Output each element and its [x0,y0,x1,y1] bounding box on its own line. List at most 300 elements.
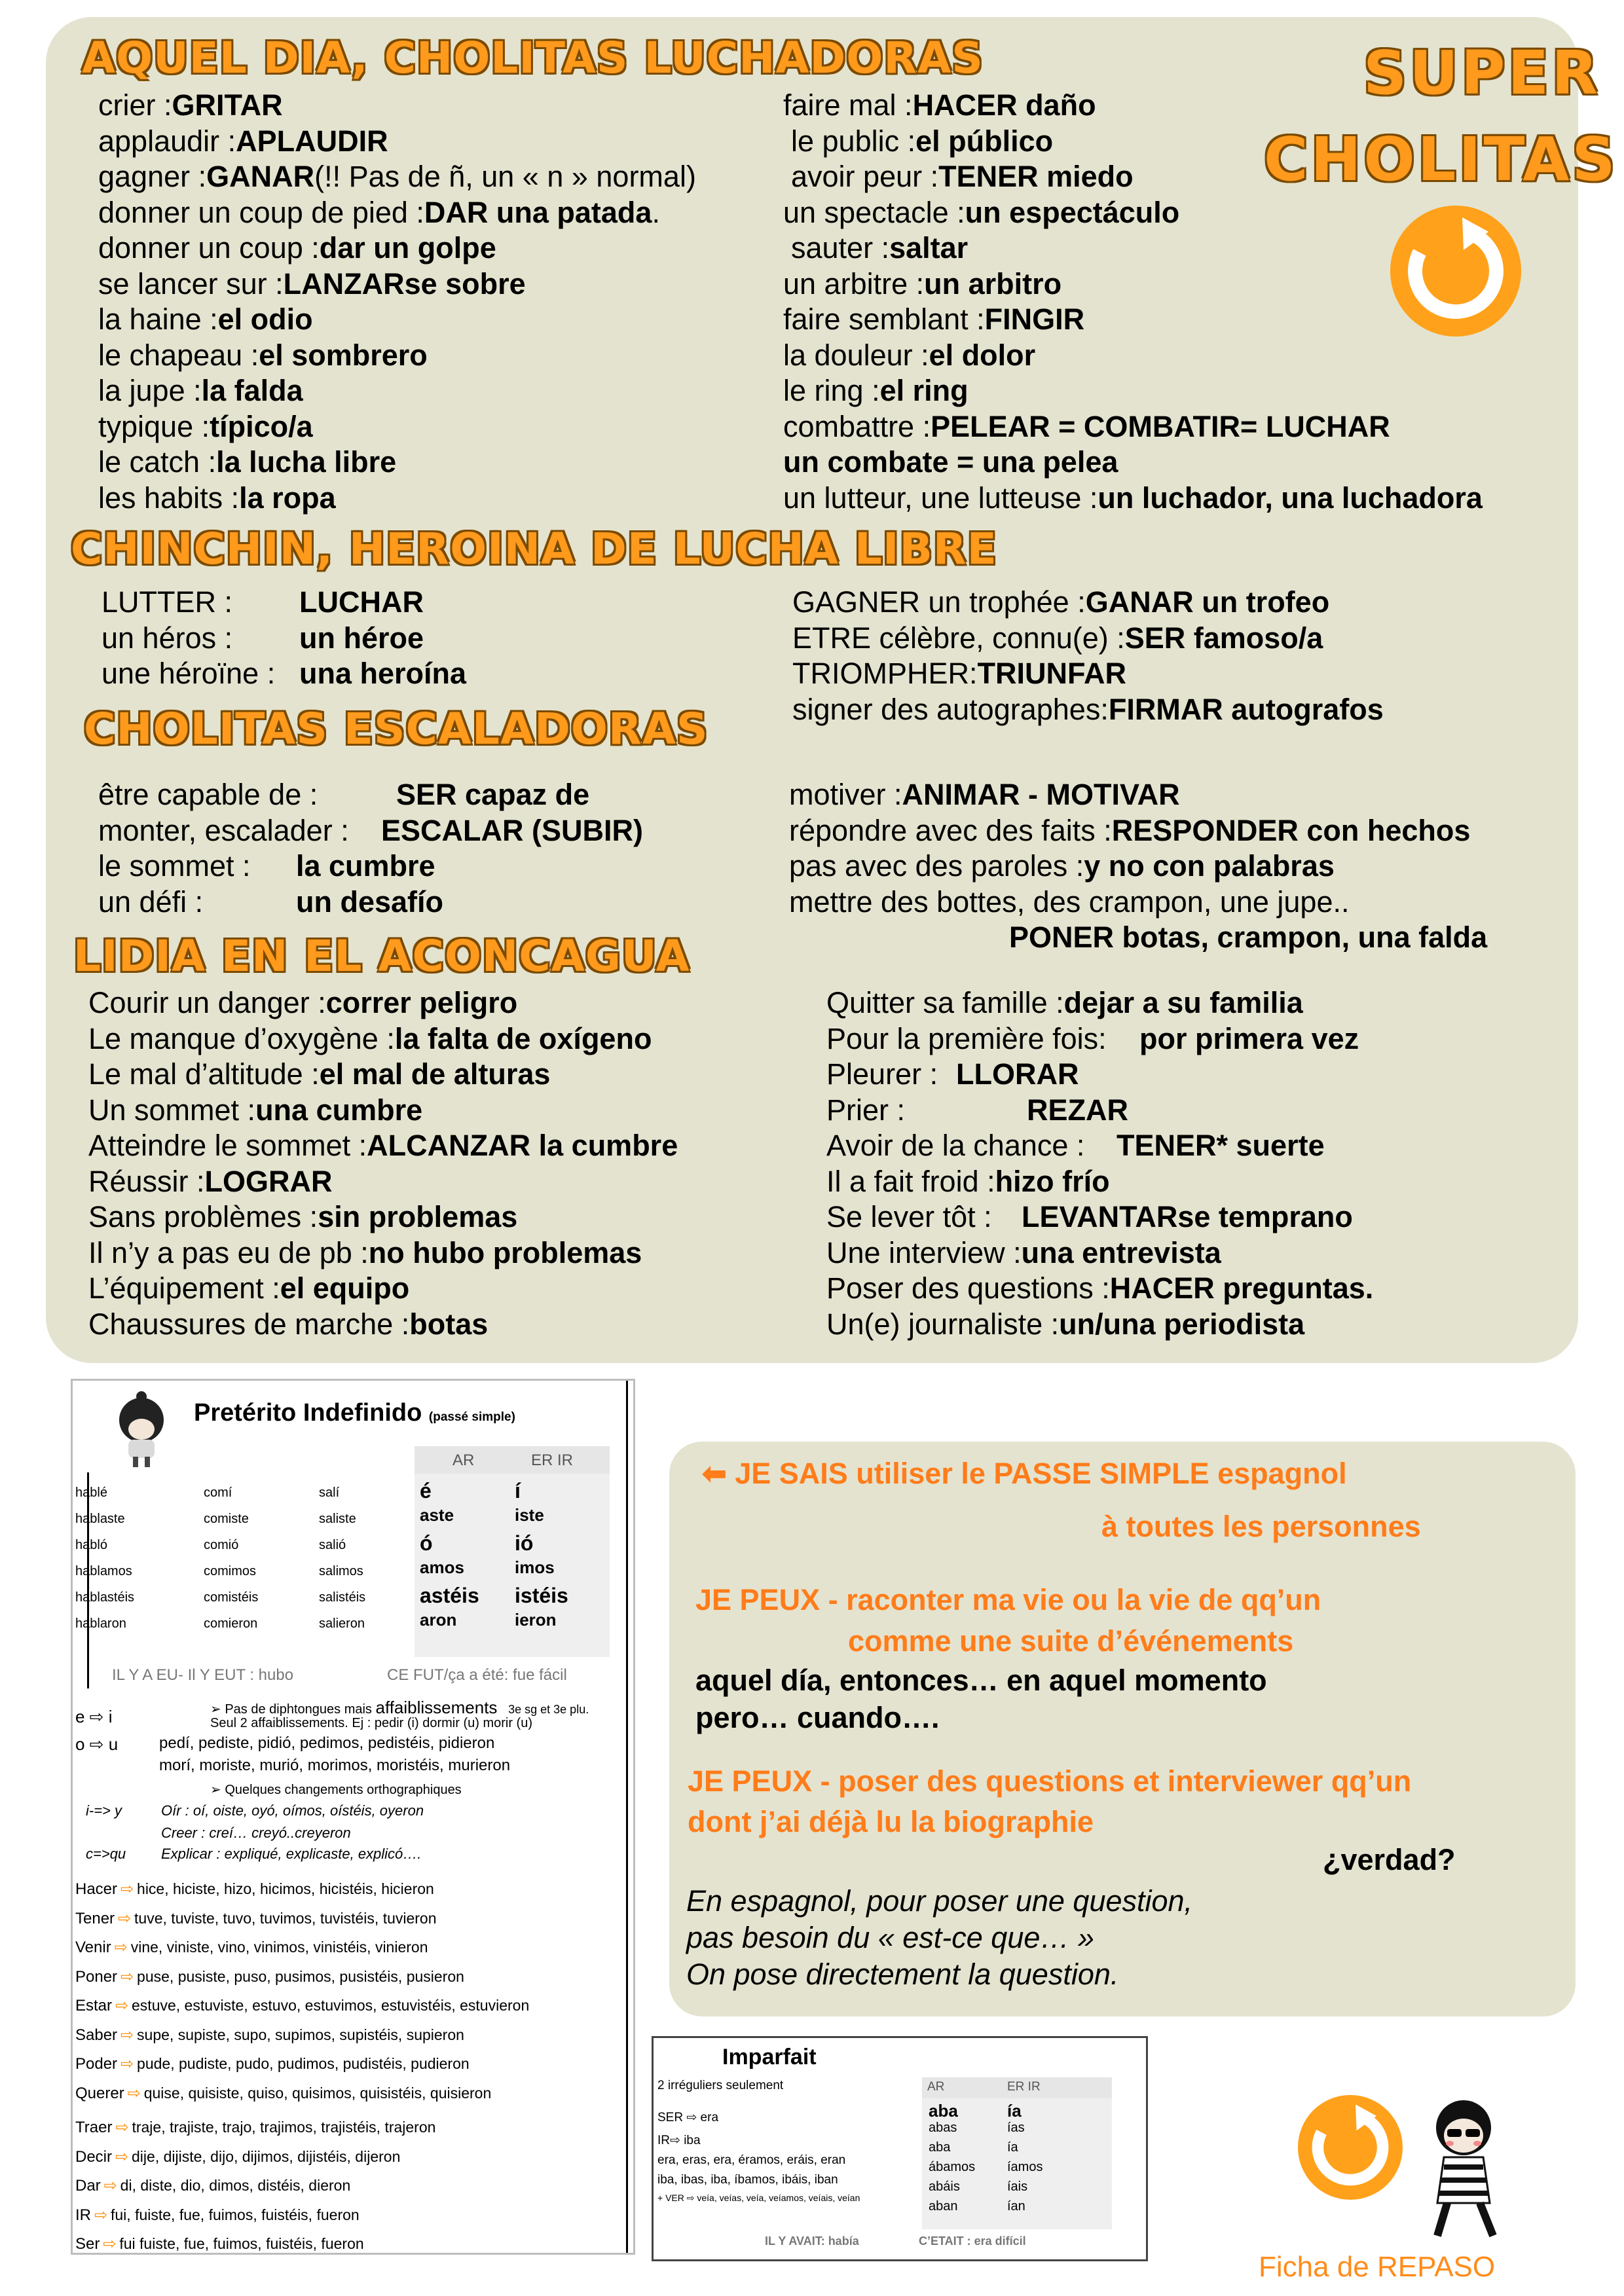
spanish-term: dejar a su familia [1063,986,1303,1019]
vocab-row [88,1235,678,1271]
french-term: applaudir : [98,124,236,158]
paradigm-form: comí [204,1485,232,1500]
era-dificil-line: C’ETAIT : era difícil [919,2234,1026,2248]
imparfait-ending: aba [929,2140,951,2155]
i-to-y: i-=> y [86,1802,122,1819]
vocab-row [789,884,1487,920]
paradigm-form: astéis [420,1584,479,1607]
french-term: donner un coup : [98,231,320,264]
vocab-row [789,777,1487,813]
vocab-row [88,1093,678,1129]
paradigm-form: iste [515,1505,544,1525]
arrow-icon: ⇨ [103,2235,117,2253]
irregular-verb-row [75,2054,470,2073]
paradigm-form: habló [75,1538,107,1552]
spanish-term: saltar [889,231,969,264]
arrow-icon: ⇨ [114,1939,128,1956]
ortho-title: ➢ Quelques changements orthographiques [210,1783,462,1797]
vocab-row [98,884,643,920]
vocab-row [783,230,1483,266]
imparfait-ending: aban [929,2199,958,2214]
french-term: motiver : [789,778,902,811]
imparfait-sub: 2 irréguliers seulement [657,2079,784,2092]
vocab-row [101,621,466,657]
french-term: la haine : [98,302,218,336]
vocab-row [98,124,696,160]
vocab-row [98,266,696,302]
vocab-row [98,302,696,338]
arrow-icon: ⇨ [115,2147,129,2166]
imparfait-ending: ía [1007,2101,1022,2121]
ficha-de-repaso: Ficha de REPASO [1259,2251,1496,2283]
paradigm-form: salió [319,1538,346,1552]
vocab-row [826,1271,1373,1307]
vocab-row [101,585,466,621]
arrow-icon: ⇨ [120,1880,134,1898]
connectors-line-2: pero… cuando…. [695,1701,940,1734]
french-term: le ring : [783,374,880,407]
arrow-icon: ⇨ [94,2206,108,2224]
spanish-term: un luchador, una luchadora [1098,481,1483,515]
vocab-row [789,848,1487,884]
spanish-term: HACER daño [912,88,1096,122]
french-term: crier : [98,88,172,122]
arrow-icon: ⇨ [127,2084,141,2102]
vocab-row [783,373,1483,409]
vocab-row [826,985,1373,1021]
diph-title: ➢ Pas de diphtongues mais affaiblissements 3e sg et 3e plu. [210,1698,589,1717]
vocab-list-lidia-left [88,985,678,1342]
irregular-verb-row [75,1880,434,1899]
vocab-row [88,985,678,1021]
vocab-row [98,159,696,195]
vocab-row [98,813,643,849]
verb-forms: di, diste, dio, dimos, distéis, dieron [120,2177,351,2194]
irregular-verb-row [75,1996,529,2015]
french-term: le sommet : [98,849,251,883]
spanish-term: botas [409,1307,489,1341]
french-term: Pour la première fois: [826,1021,1107,1055]
vocab-row [826,1164,1373,1200]
imparfait-ending: aba [929,2101,958,2121]
imparfait-ending: abáis [929,2179,960,2194]
vocab-row [88,1164,678,1200]
imparfait-ending: ábamos [929,2160,976,2174]
spanish-term: un combate = una pelea [783,445,1118,479]
french-term: Une interview : [826,1235,1022,1269]
vocab-row [88,1199,678,1235]
vocab-list-escaladoras-left [98,777,643,920]
preterito-title: Pretérito Indefinido (passé simple) [194,1399,515,1427]
paradigm-form: salí [319,1485,340,1500]
imparfait-ending: ías [1007,2121,1025,2135]
french-term: Prier : [826,1093,906,1127]
spanish-term: ESCALAR (SUBIR) [381,813,643,847]
paradigm-form: amos [420,1558,464,1577]
verb-infinitive: Ser [75,2235,100,2253]
vocab-row [101,656,466,692]
spanish-term: dar un golpe [319,231,496,264]
imparfait-ending: ían [1007,2199,1025,2214]
verb-forms: dije, dijiste, dijo, dijimos, dijistéis, dijeron [132,2147,401,2165]
arrow-icon: ⇨ [117,1909,132,1927]
hubo-line: IL Y A EU- Il Y EUT : hubo [112,1666,294,1684]
vocab-list-escaladoras-right [789,777,1487,956]
french-term: Le mal d’altitude : [88,1057,320,1091]
vocab-row [826,1093,1373,1129]
paradigm-form: istéis [515,1584,568,1607]
irregular-verb-row [75,2206,360,2225]
spanish-term: LEVANTARse temprano [1022,1200,1353,1233]
spanish-term: correr peligro [325,986,518,1019]
paradigm-form: imos [515,1558,555,1577]
paradigm-form: comieron [204,1616,258,1631]
verb-forms: puse, pusiste, puso, pusimos, pusistéis, pusieron [137,1967,464,1985]
vocab-list-chinchin-right [792,585,1384,727]
vocab-row [826,1199,1373,1235]
french-term: Il n’y a pas eu de pb : [88,1235,369,1269]
vocab-list-luchadoras-right [783,88,1483,516]
spanish-term: APLAUDIR [236,124,388,158]
vocab-row [98,373,696,409]
verb-forms: estuve, estuviste, estuvo, estuvimos, estuvistéis, estuvieron [132,1997,530,2014]
french-term: Un(e) journaliste : [826,1307,1060,1341]
french-term: un défi : [98,884,204,919]
french-term: typique : [98,409,210,443]
paradigm-form: comiste [204,1512,249,1526]
imparfait-col-er-ir: ER IR [1007,2080,1041,2094]
arrow-icon: ⇨ [103,2177,117,2195]
spanish-term: el odio [217,302,313,336]
arrow-icon: ⇨ [120,1967,134,1986]
paradigm-form: aste [420,1505,454,1525]
col-er-ir: ER IR [531,1451,574,1469]
vocab-row [98,409,696,445]
paradigm-form: ó [420,1531,433,1555]
vocab-row [792,585,1384,621]
irregular-verb-row [75,2176,350,2195]
paradigm-form: í [515,1479,521,1503]
section-title-lidia: LIDIA EN EL ACONCAGUA [73,931,690,981]
verb-forms: pude, pudiste, pudo, pudimos, pudistéis, pudieron [137,2055,470,2072]
french-term: répondre avec des faits : [789,813,1112,847]
french-term: avoir peur : [791,160,939,193]
french-term: être capable de : [98,778,318,811]
paradigm-form: aron [420,1610,457,1630]
logo-cholitas: CHOLITAS [1264,124,1618,194]
paradigm-form: hablé [75,1485,107,1500]
paradigm-form: é [420,1479,432,1503]
note-line-1: En espagnol, pour poser une question, [686,1884,1193,1918]
french-term: les habits : [98,481,240,515]
oir-line: Oír : oí, oiste, oyó, oímos, oístéis, oyeron [161,1802,424,1819]
spanish-term: GANAR [206,160,315,193]
french-term: combattre : [783,409,931,443]
vocab-row [792,692,1384,728]
spanish-term: PONER botas, crampon, una falda [1009,920,1488,954]
verb-forms: fui fuiste, fue, fuimos, fuistéis, fueron [119,2235,364,2252]
french-term: Un sommet : [88,1093,256,1127]
french-term: donner un coup de pied : [98,195,424,229]
french-term: LUTTER : [101,585,233,619]
spanish-term: ANIMAR - MOTIVAR [902,778,1180,811]
vocab-row [88,1307,678,1343]
verb-infinitive: Decir [75,2147,113,2166]
note: (!! Pas de ñ, un « n » normal) [314,160,696,193]
spanish-term: sin problemas [318,1200,518,1233]
vocab-row [88,1021,678,1057]
french-term: Pleurer : [826,1057,938,1091]
paradigm-form: ió [515,1531,534,1555]
irregular-verb-row [75,1967,464,1986]
vocab-row [792,621,1384,657]
spanish-term: la ropa [239,481,336,515]
verb-infinitive: Venir [75,1939,111,1956]
vocab-row [88,1128,678,1164]
vocab-row [98,445,696,481]
verb-infinitive: Estar [75,1997,113,2014]
vocab-row [826,1235,1373,1271]
french-term: un spectacle : [783,195,965,229]
note-line-2: pas besoin du « est-ce que… » [686,1921,1094,1954]
vocab-row [98,88,696,124]
spanish-term: un espectáculo [965,195,1180,229]
note-line-3: On pose directement la question. [686,1958,1119,1991]
imparfait-ending: abas [929,2121,957,2135]
paradigm-form: hablastéis [75,1590,135,1605]
vocab-row [88,1271,678,1307]
verb-infinitive: Poder [75,2055,118,2073]
french-term: Poser des questions : [826,1271,1110,1305]
french-term: mettre des bottes, des crampon, une jupe.. [789,884,1350,919]
imparfait-ver: + VER ⇨ veía, veías, veía, veíamos, veíais, veían [657,2193,860,2203]
spanish-term: la falda [201,374,303,407]
french-term: le catch : [98,445,217,479]
verb-forms: supe, supiste, supo, supimos, supistéis, supieron [137,2026,464,2043]
logo-super: SUPER [1363,38,1601,108]
section-title-chinchin: CHINCHIN, HEROINA DE LUCHA LIBRE [71,524,997,574]
spanish-term: una heroína [299,657,467,690]
vocab-row [789,920,1487,956]
spanish-term: un/una periodista [1059,1307,1305,1341]
vocab-row [783,409,1483,445]
spanish-term: el mal de alturas [319,1057,551,1091]
vocab-row [98,481,696,517]
spanish-term: FINGIR [984,302,1085,336]
section-title-cholitas-luchadoras: AQUEL DIA, CHOLITAS LUCHADORAS [82,33,984,83]
spanish-term: LANZARse sobre [283,266,526,301]
diph-sub: Seul 2 affaiblissements. Ej : pedir (i) dormir (u) morir (u) [210,1716,532,1730]
french-term: faire semblant : [783,302,985,336]
paradigm-form: salieron [319,1616,365,1631]
spanish-term: una cumbre [255,1093,423,1127]
imparfait-col-ar: AR [927,2080,945,2094]
spanish-term: LLORAR [956,1057,1079,1091]
section-title-cholitas-escaladoras: CHOLITAS ESCALADORAS [84,704,709,754]
verb-forms: fui, fuiste, fue, fuimos, fuistéis, fueron [111,2206,360,2223]
verb-infinitive: Tener [75,1909,115,1927]
verb-forms: vine, viniste, vino, vinimos, vinistéis, vinieron [130,1939,428,1956]
je-peux-interviewer-2: dont j’ai déjà lu la biographie [688,1805,1094,1838]
paradigm-form: hablamos [75,1564,132,1578]
spanish-term: PELEAR = COMBATIR= LUCHAR [931,409,1390,443]
french-term: la douleur : [783,338,929,372]
vocab-list-lidia-right [826,985,1373,1342]
french-term: un lutteur, une lutteuse : [783,481,1098,515]
creer-line: Creer : creí… creyó..creyeron [161,1825,351,1841]
je-peux-interviewer: JE PEUX - poser des questions et interviewer qq’un [688,1764,1412,1798]
repaso-refresh-icon [1298,2095,1403,2200]
preterito-indefinido-card [71,1379,635,2255]
spanish-term: SER capaz de [396,778,590,811]
paradigm-form: salimos [319,1564,363,1578]
french-term: Chaussures de marche : [88,1307,410,1341]
spanish-term: GANAR un trofeo [1085,585,1330,619]
french-term: ETRE célèbre, connu(e) : [792,621,1125,655]
arrow-icon: ⇨ [120,2026,134,2044]
french-term: TRIOMPHER: [792,657,978,690]
spanish-term: un arbitro [924,266,1062,301]
paradigm-form: comió [204,1538,239,1552]
arrow-icon: ⇨ [115,2119,129,2136]
je-peux-raconter: JE PEUX - raconter ma vie ou la vie de qq’un [695,1583,1321,1616]
spanish-term: TENER* suerte [1116,1129,1325,1162]
verb-forms: tuve, tuviste, tuvo, tuvimos, tuvistéis, tuvieron [134,1909,437,1927]
spanish-term: por primera vez [1139,1021,1359,1055]
spanish-term: la lucha libre [216,445,397,479]
imparfait-card [652,2036,1148,2261]
french-term: Le manque d’oxygène : [88,1021,395,1055]
paradigm-form: comimos [204,1564,257,1578]
french-term: un arbitre : [783,266,925,301]
spanish-term: TENER miedo [938,160,1134,193]
verb-infinitive: Hacer [75,1880,118,1898]
vocab-row [783,159,1483,195]
french-term: pas avec des paroles : [789,849,1084,883]
french-term: faire mal : [783,88,913,122]
arrow-icon: ⇨ [120,2055,134,2073]
spanish-term: GRITAR [172,88,283,122]
irregular-verb-row [75,1909,437,1928]
vocab-row [826,1307,1373,1343]
verdad-line: ¿verdad? [1323,1843,1456,1876]
spanish-term: el equipo [280,1271,410,1305]
imparfait-ending: íais [1007,2179,1028,2194]
paradigm-form: ieron [515,1610,557,1630]
vocab-row [783,266,1483,302]
paradigm-form: hablaste [75,1512,125,1526]
col-ar: AR [452,1451,475,1469]
vocab-row [783,481,1483,517]
french-term: Courir un danger : [88,986,326,1019]
habia-line: IL Y AVAIT: había [765,2234,859,2248]
spanish-term: LUCHAR [299,585,424,619]
spanish-term: REZAR [1027,1093,1128,1127]
spanish-term: y no con palabras [1084,849,1335,883]
french-term: Se lever tôt : [826,1200,992,1233]
vocab-row [98,195,696,231]
french-term: Atteindre le sommet : [88,1129,367,1162]
vocab-row [783,302,1483,338]
spanish-term: la falta de oxígeno [394,1021,652,1055]
french-term: Avoir de la chance : [826,1129,1085,1162]
pedir-line: pedí, pediste, pidió, pedimos, pedistéis, pidieron [159,1734,495,1752]
irregular-verb-row [75,2147,400,2166]
je-peux-raconter-2: comme une suite d’événements [848,1624,1294,1658]
morir-line: morí, moriste, murió, morimos, moristéis, murieron [159,1757,511,1774]
french-term: Quitter sa famille : [826,986,1064,1019]
vocab-list-luchadoras-left [98,88,696,516]
verb-infinitive: Poner [75,1967,118,1986]
spanish-term: un desafío [296,884,444,919]
spanish-term: HACER preguntas. [1109,1271,1374,1305]
french-term: une héroïne : [101,657,276,690]
spanish-term: TRIUNFAR [977,657,1126,690]
french-term: le public : [791,124,916,158]
verb-forms: traje, trajiste, trajo, trajimos, trajistéis, trajeron [132,2119,436,2136]
spanish-term: la cumbre [296,849,435,883]
verb-infinitive: Dar [75,2177,101,2195]
irregular-verb-row [75,1938,428,1957]
paradigm-form: comistéis [204,1590,259,1605]
explicar-line: Explicar : expliqué, explicaste, explicó…. [161,1846,422,1862]
vocab-row [98,338,696,374]
spanish-term: el dolor [929,338,1036,372]
je-sais-line: ⬅ JE SAIS utiliser le PASSE SIMPLE espagnol [702,1457,1347,1490]
spanish-term: DAR una patada [424,195,652,229]
vocab-row [98,777,643,813]
vocab-row [826,1021,1373,1057]
spanish-term: SER famoso/a [1124,621,1323,655]
spanish-term: típico/a [210,409,313,443]
vocab-row [826,1128,1373,1164]
vocab-row [783,445,1483,481]
french-term: gagner : [98,160,207,193]
imparfait-title: Imparfait [722,2045,817,2069]
french-term: le chapeau : [98,338,259,372]
vocab-row [783,88,1483,124]
imparfait-ser: SER ⇨ era [657,2111,719,2124]
imparfait-era: era, eras, era, éramos, eráis, eran [657,2153,846,2167]
irregular-verb-row [75,2026,464,2045]
vocab-row [88,1057,678,1093]
french-term: L’équipement : [88,1271,280,1305]
spanish-term: ALCANZAR la cumbre [367,1129,678,1162]
vocab-row [783,338,1483,374]
paradigm-form: saliste [319,1512,356,1526]
vocab-row [783,195,1483,231]
paradigm-form: salistéis [319,1590,366,1605]
french-term: Il a fait froid : [826,1164,995,1198]
vocab-row [783,124,1483,160]
vocab-row [98,848,643,884]
imparfait-ending: ía [1007,2140,1018,2155]
imparfait-ir: IR⇨ iba [657,2134,701,2147]
verb-forms: hice, hiciste, hizo, hicimos, hicistéis, hicieron [137,1880,434,1897]
fue-line: CE FUT/ça a été: fue fácil [387,1666,567,1684]
verb-infinitive: IR [75,2206,91,2224]
irregular-verb-row [75,2118,435,2137]
french-term: Réussir : [88,1164,205,1198]
spanish-term: hizo frío [995,1164,1110,1198]
o-to-u: o ⇨ u [75,1734,119,1754]
vocab-row [826,1057,1373,1093]
french-term: se lancer sur : [98,266,284,301]
verb-infinitive: Traer [75,2119,113,2136]
je-sais-line-2: à toutes les personnes [1101,1510,1421,1543]
vocab-row [98,230,696,266]
note: . [652,195,660,229]
